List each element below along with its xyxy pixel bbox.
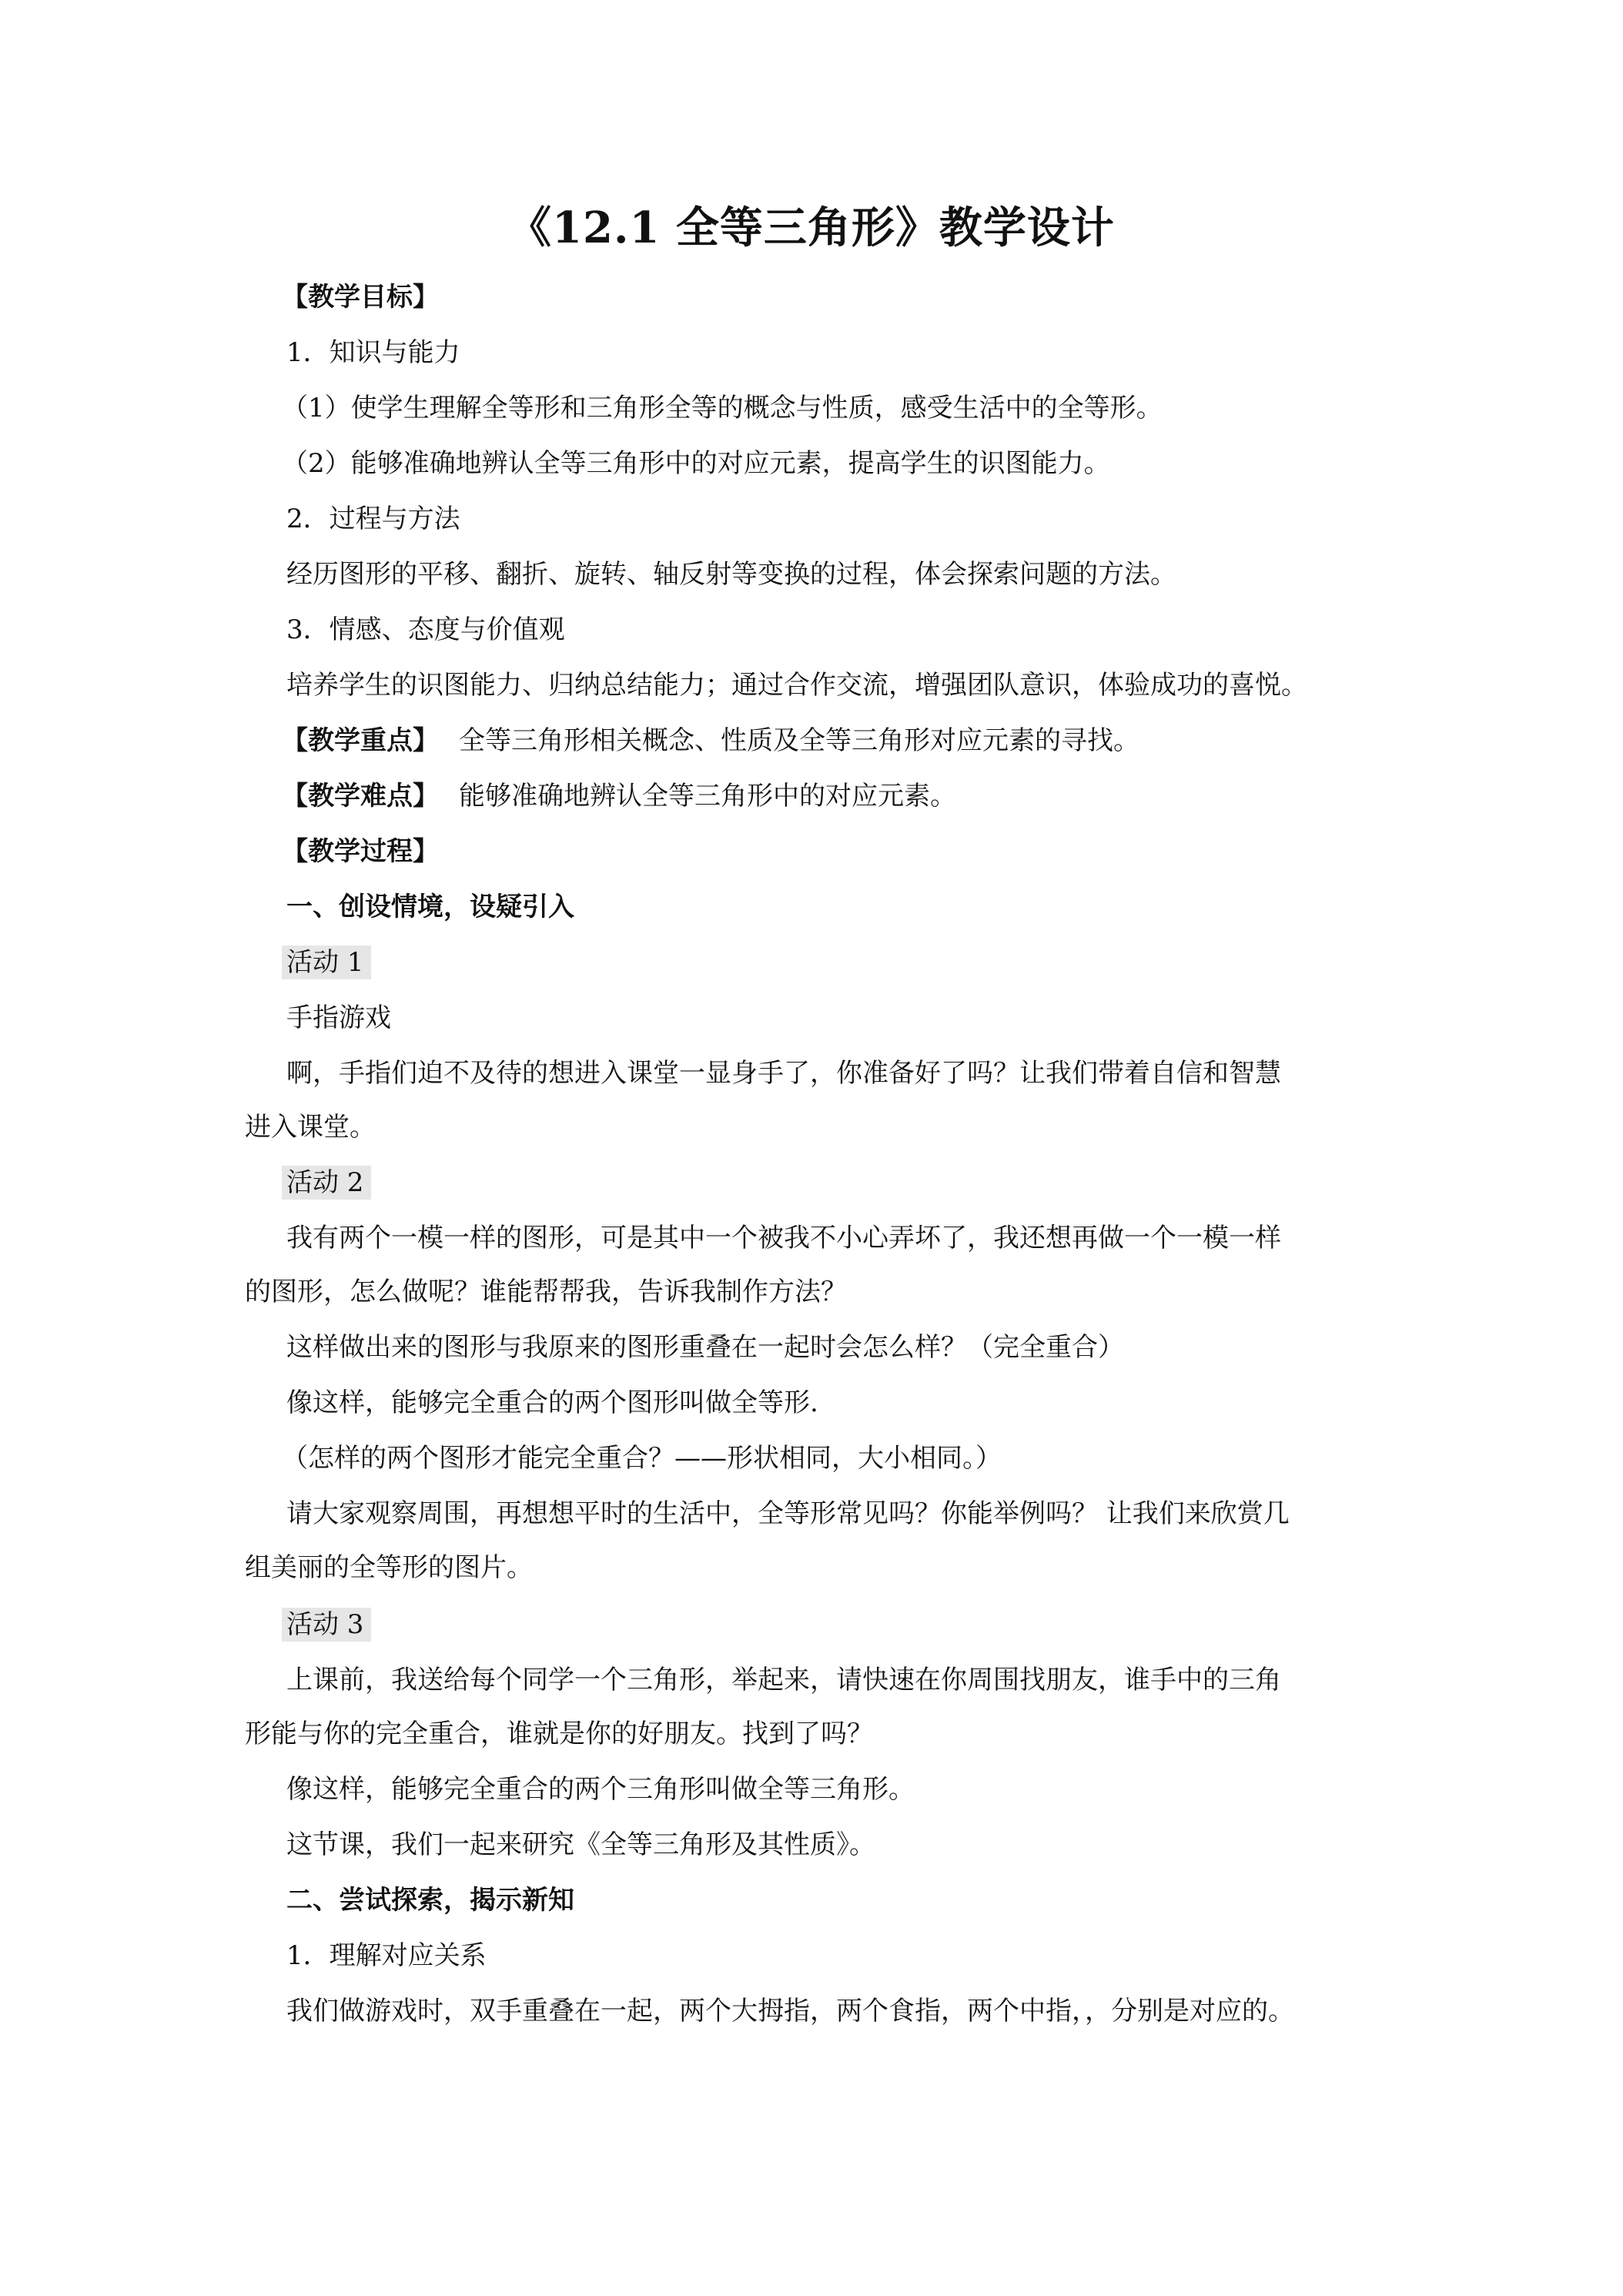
process-heading: 【教学过程】 bbox=[282, 836, 439, 867]
activity-2-paragraph-1-line-1: 我有两个一模一样的图形，可是其中一个被我不小心弄坏了，我还想再做一个一模一样 bbox=[286, 1223, 1281, 1253]
activity-3-label: 活动 3 bbox=[282, 1608, 371, 1642]
activity-2-label-row bbox=[282, 1164, 371, 1201]
activity-2-label: 活动 2 bbox=[282, 1166, 371, 1200]
activity-3-paragraph-1-line-2: 形能与你的完全重合，谁就是你的好朋友。找到了吗？ bbox=[245, 1719, 873, 1749]
activity-2-paragraph-3: 像这样，能够完全重合的两个图形叫做全等形. bbox=[286, 1387, 818, 1418]
activity-3-label-row bbox=[282, 1606, 371, 1643]
activity-2-paragraph-5-line-1: 请大家观察周围，再想想平时的生活中，全等形常见吗？你能举例吗？ 让我们来欣赏几 bbox=[286, 1498, 1290, 1529]
key-point-text: 全等三角形相关概念、性质及全等三角形对应元素的寻找。 bbox=[459, 725, 1139, 756]
difficulty-label: 【教学难点】 bbox=[282, 781, 439, 812]
section-2-item-1-text: 我们做游戏时，双手重叠在一起，两个大拇指，两个食指，两个中指，，分别是对应的。 bbox=[286, 1996, 1294, 2027]
activity-3-paragraph-3: 这节课，我们一起来研究《全等三角形及其性质》。 bbox=[286, 1829, 875, 1860]
objective-1-item-2: （2）能够准确地辨认全等三角形中的对应元素，提高学生的识图能力。 bbox=[282, 448, 1110, 479]
key-point-label: 【教学重点】 bbox=[282, 725, 439, 756]
page-title: 《12.1 全等三角形》教学设计 bbox=[508, 202, 1115, 253]
activity-1-label-row bbox=[282, 944, 371, 981]
activity-2-paragraph-2: 这样做出来的图形与我原来的图形重叠在一起时会怎么样？（完全重合） bbox=[286, 1332, 1124, 1363]
activity-3-paragraph-2: 像这样，能够完全重合的两个三角形叫做全等三角形。 bbox=[286, 1774, 915, 1805]
key-point-row bbox=[282, 722, 1139, 759]
objective-3-title: 3．情感、态度与价值观 bbox=[286, 614, 565, 645]
difficulty-row bbox=[282, 778, 956, 815]
activity-1-label: 活动 1 bbox=[282, 946, 371, 979]
activity-2-paragraph-5-line-2: 组美丽的全等形的图片。 bbox=[245, 1552, 533, 1583]
activity-2-paragraph-1-line-2: 的图形，怎么做呢？谁能帮帮我，告诉我制作方法？ bbox=[245, 1277, 847, 1307]
activity-1-title: 手指游戏 bbox=[286, 1002, 391, 1033]
objective-1-item-1: （1）使学生理解全等形和三角形全等的概念与性质，感受生活中的全等形。 bbox=[282, 393, 1163, 423]
objective-3-text: 培养学生的识图能力、归纳总结能力；通过合作交流，增强团队意识，体验成功的喜悦。 bbox=[286, 670, 1307, 701]
activity-2-paragraph-4: （怎样的两个图形才能完全重合？——形状相同，大小相同。） bbox=[282, 1443, 1002, 1474]
section-1-heading: 一、创设情境，设疑引入 bbox=[286, 892, 574, 922]
objective-1-title: 1．知识与能力 bbox=[286, 337, 460, 368]
objectives-heading: 【教学目标】 bbox=[282, 282, 439, 313]
activity-1-paragraph-line-1: 啊，手指们迫不及待的想进入课堂一显身手了，你准备好了吗？让我们带着自信和智慧 bbox=[286, 1058, 1281, 1089]
objective-2-text: 经历图形的平移、翻折、旋转、轴反射等变换的过程，体会探索问题的方法。 bbox=[286, 559, 1176, 590]
activity-1-paragraph-line-2: 进入课堂。 bbox=[245, 1112, 376, 1143]
section-2-heading: 二、尝试探索，揭示新知 bbox=[286, 1885, 574, 1916]
objective-2-title: 2．过程与方法 bbox=[286, 504, 460, 534]
section-2-item-1-title: 1．理解对应关系 bbox=[286, 1940, 487, 1971]
activity-3-paragraph-1-line-1: 上课前，我送给每个同学一个三角形，举起来，请快速在你周围找朋友，谁手中的三角 bbox=[286, 1665, 1281, 1695]
difficulty-text: 能够准确地辨认全等三角形中的对应元素。 bbox=[459, 781, 956, 812]
